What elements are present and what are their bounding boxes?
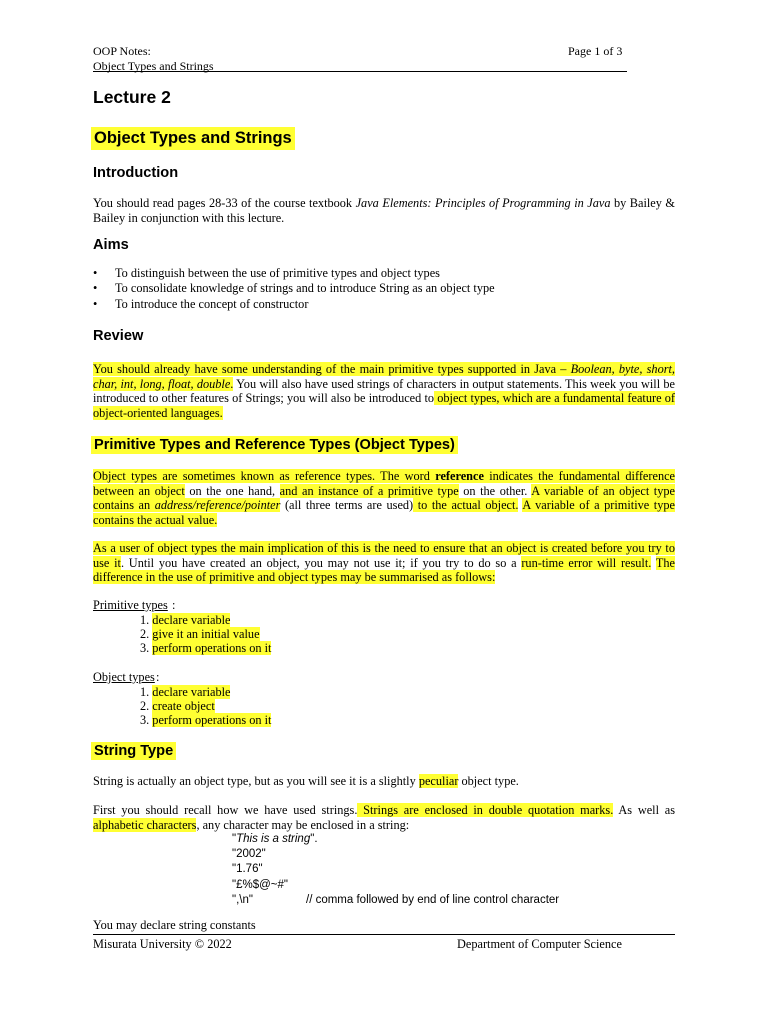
string-type-heading: String Type [91, 742, 176, 760]
page-header [93, 44, 214, 74]
string-example: ",\n" // comma followed by end of line control character [232, 893, 560, 906]
string-example: "1.76" [232, 863, 263, 876]
string-usage-paragraph: First you should recall how we have used strings. Strings are enclosed in double quotation marks. As well as alphabetic characters, any character may be enclosed in a string: [93, 803, 676, 832]
page-title: Object Types and Strings [91, 127, 295, 150]
review-paragraph: You should already have some understanding of the main primitive types supported in Java – Boolean, byte, short, char, int, long, float, double. You will also have used strings of characters in output statements. This week you will be introduced to other features of Strings; you will also be introduced to object types, which are a fundamental feature of object-oriented languages. [93, 362, 675, 420]
list-item: 2. give it an initial value [140, 627, 260, 642]
introduction-heading: Introduction [93, 165, 179, 181]
book-title: Java Elements: Principles of Programming in Java [355, 196, 611, 210]
object-types-label: Object types [93, 670, 155, 684]
header-course: OOP Notes: [93, 44, 151, 58]
footer-university: Misurata University © 2022 [93, 937, 232, 951]
aims-list [93, 266, 495, 312]
list-item: • To introduce the concept of constructor [93, 297, 495, 312]
lecture-heading: Lecture 2 [93, 87, 171, 107]
list-item: 3. perform operations on it [140, 713, 272, 728]
primitive-steps-list [140, 613, 271, 656]
list-item: • To consolidate knowledge of strings and to introduce String as an object type [93, 281, 495, 296]
string-example: "£%$@~#" [232, 878, 288, 891]
list-item: 2. create object [140, 699, 215, 714]
object-label-colon: : [156, 670, 160, 684]
page-number: Page 1 of 3 [568, 44, 623, 58]
primitive-label-colon: : [172, 598, 176, 612]
review-heading: Review [93, 328, 144, 344]
reference-types-paragraph: Object types are sometimes known as reference types. The word reference indicates the fundamental difference between an object on the one hand, and an instance of a primitive type on the other. A variable of an object type contains an address/reference/pointer (all three terms are used) to the actual object. A variable of a primitive type contains the actual value. [93, 469, 676, 527]
string-constants-paragraph: You may declare string constants [93, 918, 256, 932]
object-usage-paragraph: As a user of object types the main implication of this is the need to ensure that an object is created before you try to use it. Until you have created an object, you may not use it; if you try to do so a run-time error will result. The difference in the use of primitive and object types may be summarised as follows: [93, 541, 675, 585]
code-comment: // comma followed by end of line control character [306, 893, 560, 906]
list-item: 3. perform operations on it [140, 641, 272, 656]
list-item: 1. declare variable [140, 685, 231, 699]
introduction-paragraph: You should read pages 28-33 of the course textbook Java Elements: Principles of Programming in Java by Bailey & Bailey in conjunction with this lecture. [93, 196, 675, 225]
footer-divider [93, 934, 675, 935]
footer-department: Department of Computer Science [457, 937, 622, 951]
list-item: • To distinguish between the use of primitive types and object types [93, 266, 495, 281]
list-item: 1. declare variable [140, 613, 231, 627]
string-intro-paragraph: String is actually an object type, but as you will see it is a slightly peculiar object type. [93, 774, 519, 788]
aims-heading: Aims [93, 237, 129, 253]
object-steps-list [140, 685, 271, 728]
string-example: "This is a string". [232, 833, 318, 845]
header-subtitle: Object Types and Strings [93, 59, 214, 73]
string-examples [232, 832, 559, 908]
header-divider [93, 71, 627, 72]
primitive-reference-heading: Primitive Types and Reference Types (Object Types) [91, 436, 458, 454]
primitive-types-label: Primitive types [93, 598, 168, 612]
string-example: "2002" [232, 848, 266, 861]
